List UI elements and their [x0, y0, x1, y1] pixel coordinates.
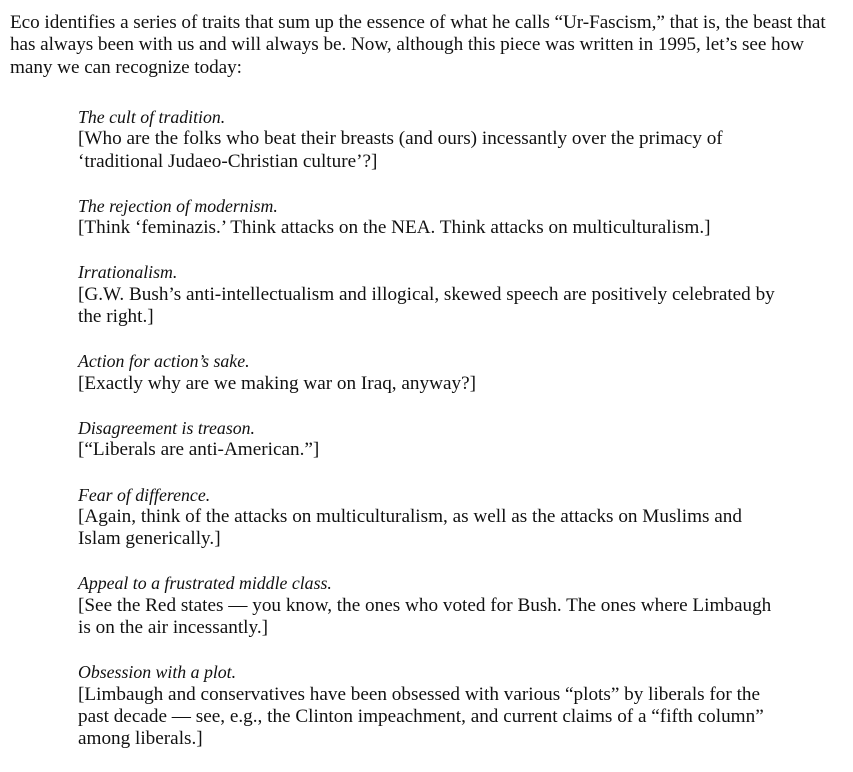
- trait-name: Disagreement is treason.: [78, 417, 255, 438]
- trait-note: [Limbaugh and conservatives have been obsessed with various “plots” by liberals for the past decade — see, e.g., the Clinton impeachment, and current claims of a “fifth column” among liberals.]: [78, 683, 764, 750]
- list-item: [78, 661, 788, 750]
- trait-list: [78, 106, 788, 751]
- trait-note: [See the Red states — you know, the ones who voted for Bush. The ones where Limbaugh is on the air incessantly.]: [78, 594, 772, 639]
- list-item: [78, 350, 788, 395]
- intro-paragraph: Eco identifies a series of traits that sum up the essence of what he calls “Ur-Fascism,” that is, the beast that has always been with us and will always be. Now, although this piece was written in 1995, let’s see how many we can recognize today:: [10, 12, 826, 78]
- trait-note: [Exactly why are we making war on Iraq, anyway?]: [78, 372, 476, 394]
- trait-name: The rejection of modernism.: [78, 195, 278, 216]
- trait-name: Fear of difference.: [78, 484, 211, 505]
- list-item: [78, 484, 788, 551]
- trait-note: [G.W. Bush’s anti-intellectualism and illogical, skewed speech are positively celebrated by the right.]: [78, 283, 775, 328]
- list-item: [78, 417, 788, 462]
- trait-name: Action for action’s sake.: [78, 351, 250, 372]
- trait-note: [Again, think of the attacks on multiculturalism, as well as the attacks on Muslims and Islam generically.]: [78, 505, 742, 550]
- trait-note: [Think ‘feminazis.’ Think attacks on the NEA. Think attacks on multiculturalism.]: [78, 217, 711, 239]
- list-item: [78, 261, 788, 328]
- trait-name: Irrationalism.: [78, 262, 178, 283]
- trait-name: The cult of tradition.: [78, 107, 226, 127]
- trait-note: [Who are the folks who beat their breasts (and ours) incessantly over the primacy of ‘traditional Judaeo-Christian culture’?]: [78, 128, 723, 172]
- trait-name: Obsession with a plot.: [78, 662, 237, 683]
- list-item: [78, 572, 788, 639]
- list-item: [78, 195, 788, 240]
- trait-note: [“Liberals are anti-American.”]: [78, 439, 320, 461]
- trait-name: Appeal to a frustrated middle class.: [78, 573, 332, 594]
- article-body: [10, 12, 848, 750]
- list-item: [78, 106, 788, 173]
